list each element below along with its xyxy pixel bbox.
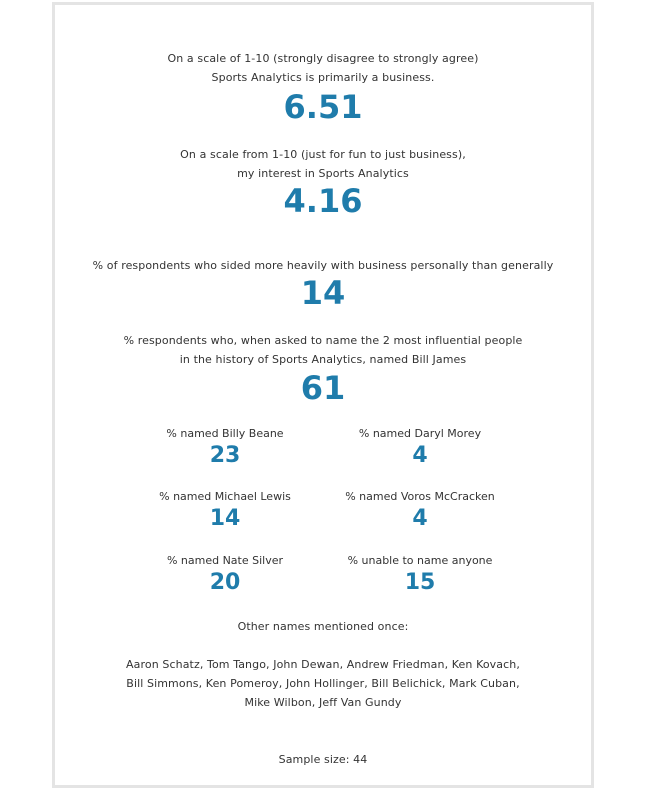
survey-card	[52, 2, 594, 788]
grid-cell-label: % named Nate Silver	[166, 554, 284, 567]
grid-cell-value: 20	[209, 570, 241, 595]
grid-cell-label: % named Daryl Morey	[358, 427, 482, 440]
stat-1-value: 6.51	[283, 88, 363, 126]
grid-cell-billy-beane	[125, 425, 325, 469]
sample-size: Sample size: 44	[278, 753, 368, 766]
grid-cell-label: % named Voros McCracken	[345, 490, 495, 503]
stat-2-question-line-1: On a scale from 1-10 (just for fun to just business),	[180, 148, 466, 161]
other-names-line-1: Aaron Schatz, Tom Tango, John Dewan, Andrew Friedman, Ken Kovach,	[126, 658, 520, 671]
stat-3-question: % of respondents who sided more heavily with business personally than generally	[92, 259, 554, 272]
stat-4-question-line-2: in the history of Sports Analytics, named Bill James	[179, 353, 467, 366]
stat-3-value: 14	[300, 274, 346, 312]
grid-cell-label: % unable to name anyone	[347, 554, 493, 567]
grid-cell-value: 4	[412, 506, 428, 531]
grid-cell-value: 15	[404, 570, 436, 595]
other-names-line-3: Mike Wilbon, Jeff Van Gundy	[244, 696, 402, 709]
grid-cell-unable-to-name	[320, 552, 520, 596]
stat-2-question-line-2: my interest in Sports Analytics	[237, 167, 409, 180]
grid-cell-label: % named Michael Lewis	[159, 490, 291, 503]
stat-4-value: 61	[300, 369, 346, 407]
grid-cell-value: 4	[412, 443, 428, 468]
grid-cell-value: 14	[209, 506, 241, 531]
grid-cell-label: % named Billy Beane	[166, 427, 284, 440]
stat-1-question-line-2: Sports Analytics is primarily a business.	[211, 71, 435, 84]
grid-cell-nate-silver	[125, 552, 325, 596]
grid-cell-daryl-morey	[320, 425, 520, 469]
grid-cell-voros-mccracken	[320, 488, 520, 532]
stat-2-value: 4.16	[283, 182, 363, 220]
stat-4-question-line-1: % respondents who, when asked to name the 2 most influential people	[123, 334, 523, 347]
other-names-heading: Other names mentioned once:	[237, 620, 409, 633]
grid-cell-value: 23	[209, 443, 241, 468]
grid-cell-michael-lewis	[125, 488, 325, 532]
other-names-line-2: Bill Simmons, Ken Pomeroy, John Hollinger, Bill Belichick, Mark Cuban,	[126, 677, 520, 690]
stat-1-question-line-1: On a scale of 1-10 (strongly disagree to strongly agree)	[167, 52, 479, 65]
